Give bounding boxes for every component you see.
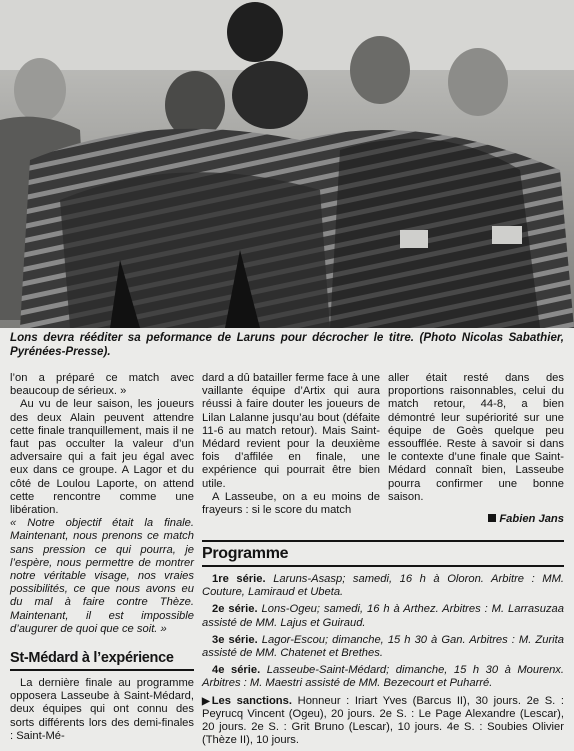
programme-title: Programme bbox=[202, 540, 564, 567]
programme-item: 2e série. Lons-Ogeu; samedi, 16 h à Arthez. Arbitres : M. Larrasuzaa assisté de MM. Lajus et Guiraud. bbox=[202, 603, 564, 629]
triangle-bullet-icon: ▶ bbox=[202, 695, 210, 707]
col2-paragraph-1: dard a dû batailler ferme face à une vaillante équipe d’Artix qui aura réussi à faire douter les joueurs de Lilan Lalanne jusqu’au bout (défaite 11-6 au match retour). Mais Saint-Médard revient pour la deuxième fois d’affilée en finale, une expérience qui pourrait être bien utile. bbox=[202, 372, 380, 490]
article-column-2 bbox=[202, 372, 380, 517]
col1-paragraph-1: l’on a préparé ce match avec beaucoup de sérieux. » bbox=[10, 372, 194, 398]
article-column-1 bbox=[10, 372, 194, 743]
col1-paragraph-4: La dernière finale au programme opposera Lasseube à Saint-Médard, deux équipes qui ont connu des sorts différents lors des demi-finales : Saint-Mé- bbox=[10, 677, 194, 742]
rugby-scrum-photo bbox=[0, 0, 574, 328]
photo-caption: Lons devra rééditer sa peformance de Laruns pour décrocher le titre. (Photo Nicolas Sabathier, Pyrénées-Presse). bbox=[10, 331, 564, 358]
author-signature: Fabien Jans bbox=[388, 513, 564, 526]
square-bullet-icon bbox=[488, 514, 496, 522]
col1-paragraph-2: Au vu de leur saison, les joueurs des deux Alain peuvent attendre cette finale tranquillement, mais il ne faut pas occulter la valeur d’un adversaire qui a fait jeu égal avec eux dans ce groupe. A Lagor et du côté de Loulou Laporte, on attend cette rencontre comme une libération. bbox=[10, 398, 194, 517]
col1-quote: « Notre objectif était la finale. Maintenant, nous prenons ce match sans pression ce qui pourra, je l’espère, nous permettre de montrer notre véritable visage, nos vraies possibilités, ce que nous avons eu du mal à faire contre Thèze. Maintenant, il est impossible d’augurer de quoi que ce soit. » bbox=[10, 517, 194, 635]
col2-paragraph-2: A Lasseube, on a eu moins de frayeurs : si le score du match bbox=[202, 490, 380, 517]
programme-item: 3e série. Lagor-Escou; dimanche, 15 h 30 à Gan. Arbitres : M. Zurita assisté de MM. Chatenet et Brethes. bbox=[202, 633, 565, 660]
programme-item: 4e série. Lasseube-Saint-Médard; dimanche, 15 h 30 à Mourenx. Arbitres : M. Maestri assisté de MM. Bezecourt et Puharré. bbox=[202, 664, 565, 690]
programme-box bbox=[202, 540, 564, 751]
programme-item: 1re série. Laruns-Asasp; samedi, 16 h à Oloron. Arbitre : MM. Couture, Lamiraud et Ubeta. bbox=[202, 573, 565, 599]
section-heading: St-Médard à l’expérience bbox=[10, 650, 194, 671]
col3-paragraph-1: aller était resté dans des proportions raisonnables, celui du match retour, 44-8, a bien démontré leur supériorité sur une équipe de Goès quelque peu essoufflée. Reste à savoir si dans le contexte d’une finale que Saint-Médard connaît bien, Lasseube pourra confirmer une bonne saison. bbox=[388, 372, 564, 503]
sanctions-paragraph: ▶ Les sanctions. Honneur : Iriart Yves (Barcus II), 30 jours. 2e S. : Peyrucq Vincent (Ogeu), 20 jours. 2e S. : Le Page Alexandre (Lescar), 20 jours. 2e S. : Grit Bruno (Lescar), 10 jours. 4e S. : Soubies Olivier (Thèze II), 10 jours. bbox=[202, 694, 565, 747]
article-column-3 bbox=[388, 372, 564, 504]
